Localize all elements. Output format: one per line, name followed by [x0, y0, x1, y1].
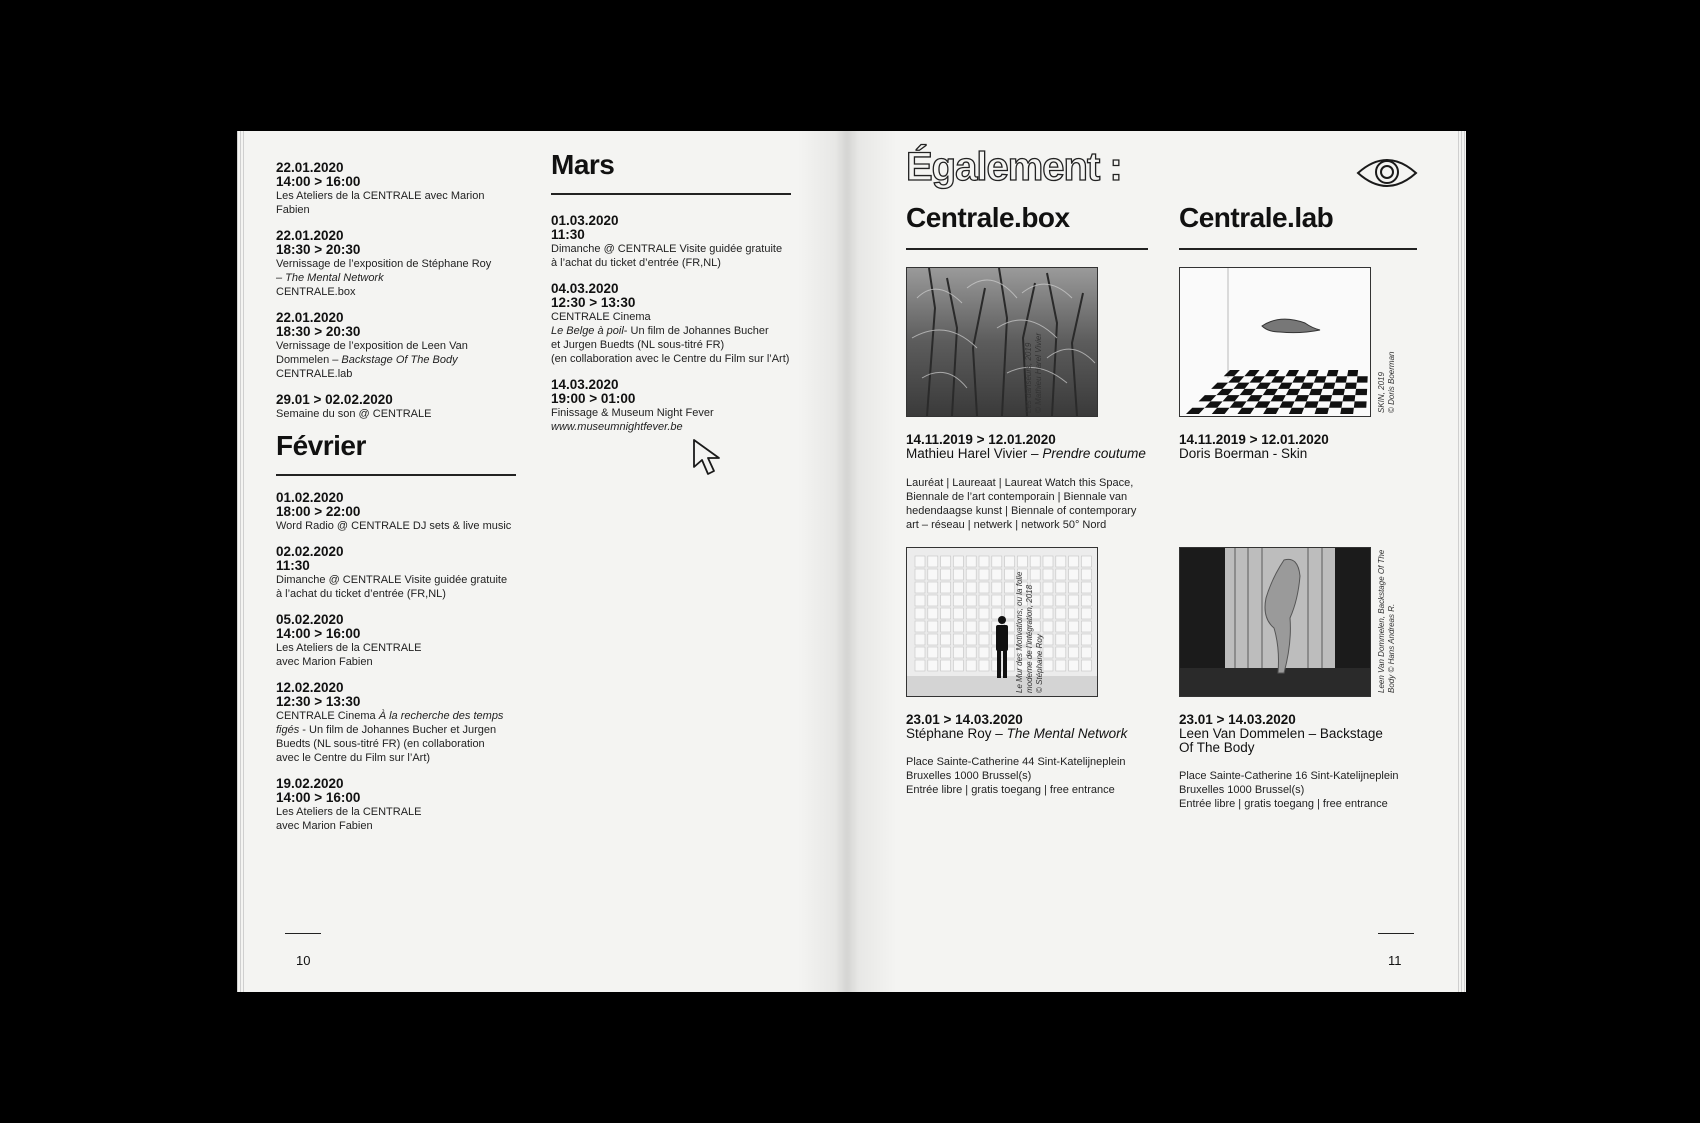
event-date: 19.02.2020 — [276, 776, 344, 791]
wall-paper-sheet — [979, 647, 989, 658]
wall-paper-sheet — [953, 608, 963, 619]
event-date: 22.01.2020 — [276, 160, 344, 175]
checkered-floor — [1186, 370, 1368, 414]
event-time: 18:00 > 22:00 — [276, 504, 361, 519]
event-description — [276, 723, 516, 737]
checker-tile — [1240, 389, 1256, 395]
wall-paper-sheet — [928, 660, 938, 671]
exhibit-title: Doris Boerman - Skin — [1179, 446, 1308, 461]
event-entry — [276, 545, 516, 601]
checker-tile — [1244, 370, 1259, 376]
info-line: Entrée libre | gratis toegang | free entrance — [1179, 798, 1388, 810]
checker-tile — [1295, 395, 1309, 401]
wall-paper-sheet — [953, 647, 963, 658]
checker-tile — [1332, 389, 1345, 395]
wall-paper-sheet — [979, 595, 989, 606]
section-title-centrale-lab: Centrale.lab — [1179, 202, 1334, 233]
event-date: 14.03.2020 — [551, 377, 619, 392]
event-entry — [276, 613, 516, 669]
artwork-photo-les-danseurs — [906, 267, 1098, 417]
wall-paper-sheet — [979, 582, 989, 593]
exhibit-title — [1179, 727, 1383, 755]
caption-line: moderne de l’intégration, 2018 — [1025, 584, 1034, 693]
checker-tile — [1354, 401, 1367, 407]
wall-paper-sheet — [966, 582, 976, 593]
wall-image — [907, 548, 1097, 696]
wall-paper-sheet — [941, 595, 951, 606]
month-heading-mars: Mars — [551, 149, 615, 180]
wall-paper-sheet — [1081, 621, 1091, 632]
event-description-text: CENTRALE Cinema — [276, 710, 379, 722]
wall-paper-sheet — [915, 595, 925, 606]
info-line: Entrée libre | gratis toegang | free entrance — [906, 784, 1115, 796]
checker-tile — [1309, 389, 1323, 395]
event-time: 18:30 > 20:30 — [276, 242, 361, 257]
wall-paper-sheet — [1081, 595, 1091, 606]
heading-rule — [906, 248, 1148, 250]
exhibit-info — [906, 476, 1156, 532]
wall-paper-sheet — [941, 647, 951, 658]
checker-tile — [1279, 401, 1294, 407]
photo-caption — [1015, 572, 1045, 693]
event-description: Semaine du son @ CENTRALE — [276, 408, 432, 420]
page-number-rule — [1378, 933, 1414, 934]
exhibit-title-line: Of The Body — [1179, 740, 1255, 755]
wall-paper-sheet — [979, 634, 989, 645]
wall-paper-sheet — [1056, 660, 1066, 671]
page-title-egalement: Également : — [906, 145, 1122, 189]
exhibit-dates: 14.11.2019 > 12.01.2020 — [1179, 432, 1329, 447]
checker-tile — [1265, 370, 1279, 376]
wall-paper-sheet — [953, 634, 963, 645]
wall-paper-sheet — [1017, 556, 1027, 567]
march-events — [551, 214, 801, 446]
info-line: Lauréat | Laureaat | Laureat Watch this Space, — [906, 477, 1134, 489]
event-time: 12:30 > 13:30 — [551, 295, 636, 310]
event-description — [276, 353, 516, 367]
right-page-edge — [1458, 131, 1466, 992]
checker-tile — [1216, 389, 1233, 395]
wall-paper-sheet — [966, 647, 976, 658]
event-date: 22.01.2020 — [276, 310, 344, 325]
wall-paper-sheet — [928, 569, 938, 580]
caption-line: Body © Hans Andreas R. — [1387, 603, 1396, 693]
info-line: hedendaagse kunst | Biennale of contemporary — [906, 505, 1137, 517]
checker-tile — [1211, 383, 1228, 389]
event-entry — [276, 491, 516, 533]
curtain-image — [1180, 548, 1370, 696]
artwork-photo-skin — [1179, 267, 1371, 417]
event-date: 02.02.2020 — [276, 544, 344, 559]
wall-paper-sheet — [928, 608, 938, 619]
wall-paper-sheet — [1030, 556, 1040, 567]
wall-paper-sheet — [1056, 569, 1066, 580]
event-date: 05.02.2020 — [276, 612, 344, 627]
wall-paper-sheet — [941, 569, 951, 580]
checker-tile — [1300, 383, 1314, 389]
wall-paper-sheet — [953, 569, 963, 580]
checker-tile — [1186, 408, 1205, 414]
wall-paper-sheet — [915, 621, 925, 632]
wall-paper-sheet — [992, 569, 1002, 580]
checker-tile — [1327, 370, 1339, 376]
film-title: figés — [276, 724, 300, 736]
wall-paper-sheet — [1081, 647, 1091, 658]
event-description: Word Radio @ CENTRALE DJ sets & live music — [276, 520, 512, 532]
wall-paper-sheet — [915, 660, 925, 671]
checker-tile — [1247, 395, 1263, 401]
jungle-image — [907, 268, 1097, 416]
event-description: à l’achat du ticket d’entrée (FR,NL) — [276, 588, 446, 600]
wall-paper-sheet — [1081, 582, 1091, 593]
film-title: À la recherche des temps — [378, 710, 504, 722]
checker-tile — [1205, 401, 1223, 407]
page-number-right: 11 — [1388, 953, 1402, 968]
checker-tile — [1343, 395, 1356, 401]
artwork-photo-mur-des-motivations — [906, 547, 1098, 697]
event-description: Dimanche @ CENTRALE Visite guidée gratuite — [551, 243, 783, 255]
wall-paper-sheet — [1005, 595, 1015, 606]
wall-paper-sheet — [1056, 647, 1066, 658]
event-time: 14:00 > 16:00 — [276, 790, 361, 805]
wall-paper-sheet — [941, 634, 951, 645]
event-description-text: - Un film de Johannes Bucher — [623, 325, 769, 337]
wall-paper-sheet — [979, 621, 989, 632]
event-description: à l’achat du ticket d’entrée (FR,NL) — [551, 257, 721, 269]
wall-paper-sheet — [966, 660, 976, 671]
wall-paper-sheet — [928, 556, 938, 567]
wall-paper-sheet — [1056, 582, 1066, 593]
checker-tile — [1228, 376, 1244, 382]
wall-paper-sheet — [966, 621, 976, 632]
wall-paper-sheet — [1069, 608, 1079, 619]
wall-paper-sheet — [979, 660, 989, 671]
wall-paper-sheet — [1056, 556, 1066, 567]
event-description: Vernissage de l’exposition de Stéphane Roy — [276, 258, 492, 270]
checker-tile — [1319, 395, 1333, 401]
heading-rule — [551, 193, 791, 195]
event-description: avec Marion Fabien — [276, 656, 373, 668]
wall-paper-sheet — [953, 595, 963, 606]
event-description: Buedts (NL sous-titré FR) (en collaboration — [276, 738, 485, 750]
info-line: Bruxelles 1000 Brussel(s) — [1179, 784, 1305, 796]
page-number-left: 10 — [296, 953, 311, 968]
info-line: art – réseau | netwerk | network 50° Nord — [906, 519, 1107, 531]
event-entry — [276, 681, 516, 765]
event-description: Les Ateliers de la CENTRALE — [276, 806, 422, 818]
exhibit-dates: 14.11.2019 > 12.01.2020 — [906, 432, 1056, 447]
checker-tile — [1263, 408, 1279, 414]
wall-paper-sheet — [992, 582, 1002, 593]
section-title-centrale-box: Centrale.box — [906, 202, 1070, 233]
wall-paper-sheet — [1069, 634, 1079, 645]
wall-paper-sheet — [992, 595, 1002, 606]
event-description: (en collaboration avec le Centre du Film sur l’Art) — [551, 353, 790, 365]
event-time: 18:30 > 20:30 — [276, 324, 361, 339]
wall-paper-sheet — [979, 569, 989, 580]
wall-paper-sheet — [1056, 634, 1066, 645]
wall-paper-sheet — [1081, 556, 1091, 567]
floating-hair — [1262, 319, 1320, 333]
wall-paper-sheet — [928, 621, 938, 632]
exhibit-title — [906, 727, 1127, 741]
checker-tile — [1278, 383, 1292, 389]
event-venue: CENTRALE.lab — [276, 368, 353, 380]
checker-tile — [1306, 370, 1319, 376]
photo-caption — [1377, 550, 1397, 693]
wall-paper-sheet — [1005, 608, 1015, 619]
photo-caption — [1024, 333, 1044, 413]
wall-paper-sheet — [915, 582, 925, 593]
checker-tile — [1314, 376, 1327, 382]
event-description: – The Mental Network — [276, 272, 384, 284]
wall-paper-sheet — [915, 569, 925, 580]
info-line: Place Sainte-Catherine 44 Sint-Katelijneplein — [906, 756, 1126, 768]
month-heading-fevrier: Février — [276, 430, 366, 461]
wall-paper-sheet — [1056, 608, 1066, 619]
wall-paper-sheet — [915, 608, 925, 619]
wall-paper-sheet — [1005, 569, 1015, 580]
wall-paper-sheet — [1069, 582, 1079, 593]
wall-paper-sheet — [915, 634, 925, 645]
wall-paper-sheet — [1081, 660, 1091, 671]
wall-paper-sheet — [915, 556, 925, 567]
event-date: 29.01 > 02.02.2020 — [276, 392, 393, 407]
wall-paper-sheet — [1069, 647, 1079, 658]
wall-paper-sheet — [928, 647, 938, 658]
event-description: Les Ateliers de la CENTRALE avec Marion Fabien — [276, 190, 485, 216]
event-description — [276, 709, 516, 723]
event-entry — [551, 282, 801, 366]
checker-tile — [1323, 383, 1336, 389]
checker-tile — [1250, 376, 1265, 382]
checker-tile — [1285, 370, 1299, 376]
cursor-arrow-icon — [691, 437, 733, 479]
february-events — [276, 491, 516, 845]
event-description: avec Marion Fabien — [276, 820, 373, 832]
event-time: 14:00 > 16:00 — [276, 174, 361, 189]
event-entry — [551, 214, 801, 270]
event-entry — [551, 378, 801, 434]
info-line: Biennale de l’art contemporain | Biennale van — [906, 491, 1128, 503]
checker-tile — [1223, 395, 1240, 401]
event-time: 11:30 — [551, 227, 585, 242]
wall-paper-sheet — [966, 595, 976, 606]
event-date: 01.02.2020 — [276, 490, 344, 505]
exhibit-artist: Stéphane Roy – — [906, 726, 1007, 741]
wall-paper-sheet — [915, 647, 925, 658]
checker-tile — [1254, 401, 1270, 407]
wall-paper-sheet — [966, 634, 976, 645]
event-entry — [276, 393, 516, 421]
event-description: Dimanche @ CENTRALE Visite guidée gratuite — [276, 574, 508, 586]
artwork-photo-backstage-of-the-body — [1179, 547, 1371, 697]
event-date: 22.01.2020 — [276, 228, 344, 243]
checker-tile — [1329, 401, 1343, 407]
caption-line: Les danseurs, 2019 — [1024, 342, 1033, 413]
checker-tile — [1289, 408, 1304, 414]
exhibit-work-title: Prendre coutume — [1042, 446, 1146, 461]
event-time: 11:30 — [276, 558, 310, 573]
event-entry — [276, 229, 516, 299]
wall-paper-sheet — [1081, 634, 1091, 645]
event-description-text: Dommelen – — [276, 354, 342, 366]
checker-tile — [1345, 383, 1357, 389]
film-title: Le Belge à poil — [551, 325, 624, 337]
checker-tile — [1335, 376, 1347, 382]
checker-tile — [1292, 376, 1306, 382]
wall-paper-sheet — [953, 556, 963, 567]
wall-paper-sheet — [966, 569, 976, 580]
january-events — [276, 161, 516, 433]
wall-paper-sheet — [1043, 556, 1053, 567]
event-entry — [276, 777, 516, 833]
checker-tile — [1256, 383, 1271, 389]
event-venue: CENTRALE.box — [276, 286, 356, 298]
wall-paper-sheet — [953, 582, 963, 593]
eye-icon — [1356, 153, 1418, 193]
wall-paper-sheet — [941, 582, 951, 593]
wall-paper-sheet — [941, 621, 951, 632]
checker-tile — [1286, 389, 1300, 395]
photo-caption — [1377, 352, 1397, 413]
wall-paper-sheet — [1069, 660, 1079, 671]
wall-paper-sheet — [928, 582, 938, 593]
checker-tile — [1340, 408, 1354, 414]
exhibit-title-line: Leen Van Dommelen – Backstage — [1179, 726, 1383, 741]
caption-line: © Doris Boerman — [1387, 351, 1396, 413]
caption-line: SKIN, 2019 — [1377, 372, 1386, 413]
page-number-rule — [285, 933, 321, 934]
brochure-spread — [237, 131, 1466, 992]
event-description — [551, 324, 801, 338]
caption-line: Le Mur des Motivations, ou la folie — [1015, 571, 1024, 693]
wall-paper-sheet — [928, 634, 938, 645]
checker-tile — [1263, 389, 1278, 395]
checker-tile — [1212, 408, 1230, 414]
wall-paper-sheet — [1069, 621, 1079, 632]
exhibit-title — [906, 447, 1146, 461]
exhibit-info — [1179, 769, 1429, 811]
exhibit-dates: 23.01 > 14.03.2020 — [1179, 712, 1296, 727]
checker-tile — [1315, 408, 1329, 414]
wall-paper-sheet — [1069, 556, 1079, 567]
checker-tile — [1271, 376, 1285, 382]
book-gutter — [797, 131, 897, 992]
wall-paper-sheet — [992, 556, 1002, 567]
wall-paper-sheet — [966, 556, 976, 567]
event-time: 12:30 > 13:30 — [276, 694, 361, 709]
checker-tile — [1271, 395, 1286, 401]
checker-tile — [1347, 370, 1358, 376]
event-description-italic: Backstage Of The Body — [341, 354, 458, 366]
wall-paper-sheet — [979, 556, 989, 567]
skin-image — [1180, 268, 1370, 416]
event-description: avec le Centre du Film sur l’Art) — [276, 752, 431, 764]
event-description: Les Ateliers de la CENTRALE — [276, 642, 422, 654]
checker-tile — [1230, 401, 1247, 407]
wall-paper-sheet — [1056, 621, 1066, 632]
wall-paper-sheet — [1069, 595, 1079, 606]
wall-paper-sheet — [941, 556, 951, 567]
checker-tile — [1355, 389, 1367, 395]
event-link[interactable]: www.museumnightfever.be — [551, 421, 683, 433]
wall-paper-sheet — [1069, 569, 1079, 580]
heading-rule — [1179, 248, 1417, 250]
checker-tile — [1233, 383, 1249, 389]
wall-paper-sheet — [966, 608, 976, 619]
event-description: CENTRALE Cinema — [551, 311, 651, 323]
checker-tile — [1237, 408, 1254, 414]
wall-paper-sheet — [1005, 556, 1015, 567]
wall-paper-sheet — [1005, 582, 1015, 593]
event-entry — [276, 311, 516, 381]
exhibit-artist: Mathieu Harel Vivier – — [906, 446, 1043, 461]
wall-paper-sheet — [941, 660, 951, 671]
heading-rule — [276, 474, 516, 476]
wall-paper-sheet — [953, 660, 963, 671]
event-date: 04.03.2020 — [551, 281, 619, 296]
event-date: 01.03.2020 — [551, 213, 619, 228]
wall-paper-sheet — [928, 595, 938, 606]
wall-paper-sheet — [979, 608, 989, 619]
info-line: Place Sainte-Catherine 16 Sint-Katelijneplein — [1179, 770, 1399, 782]
event-description-text: - Un film de Johannes Bucher et Jurgen — [299, 724, 497, 736]
checker-tile — [1199, 395, 1217, 401]
wall-paper-sheet — [953, 621, 963, 632]
info-line: Bruxelles 1000 Brussel(s) — [906, 770, 1032, 782]
wall-paper-sheet — [1081, 569, 1091, 580]
checker-tile — [1304, 401, 1318, 407]
exhibit-work-title: The Mental Network — [1006, 726, 1128, 741]
wall-paper-sheet — [1056, 595, 1066, 606]
exhibit-dates: 23.01 > 14.03.2020 — [906, 712, 1023, 727]
checker-tile — [1224, 370, 1240, 376]
caption-line: Leen Van Dommelen, Backstage Of The — [1377, 549, 1386, 693]
event-date: 12.02.2020 — [276, 680, 344, 695]
exhibit-info — [906, 755, 1156, 797]
event-description: Vernissage de l’exposition de Leen Van — [276, 340, 468, 352]
event-description: Finissage & Museum Night Fever — [551, 407, 714, 419]
event-time: 19:00 > 01:00 — [551, 391, 636, 406]
wall-paper-sheet — [941, 608, 951, 619]
event-entry — [276, 161, 516, 217]
wall-paper-sheet — [1081, 608, 1091, 619]
caption-line: © Stéphane Roy — [1035, 634, 1044, 693]
checker-tile — [1357, 376, 1368, 382]
event-description: et Jurgen Buedts (NL sous-titré FR) — [551, 339, 725, 351]
event-time: 14:00 > 16:00 — [276, 626, 361, 641]
caption-line: © Mathieu Harel Vivier — [1034, 333, 1043, 413]
left-page-edge — [237, 131, 245, 992]
